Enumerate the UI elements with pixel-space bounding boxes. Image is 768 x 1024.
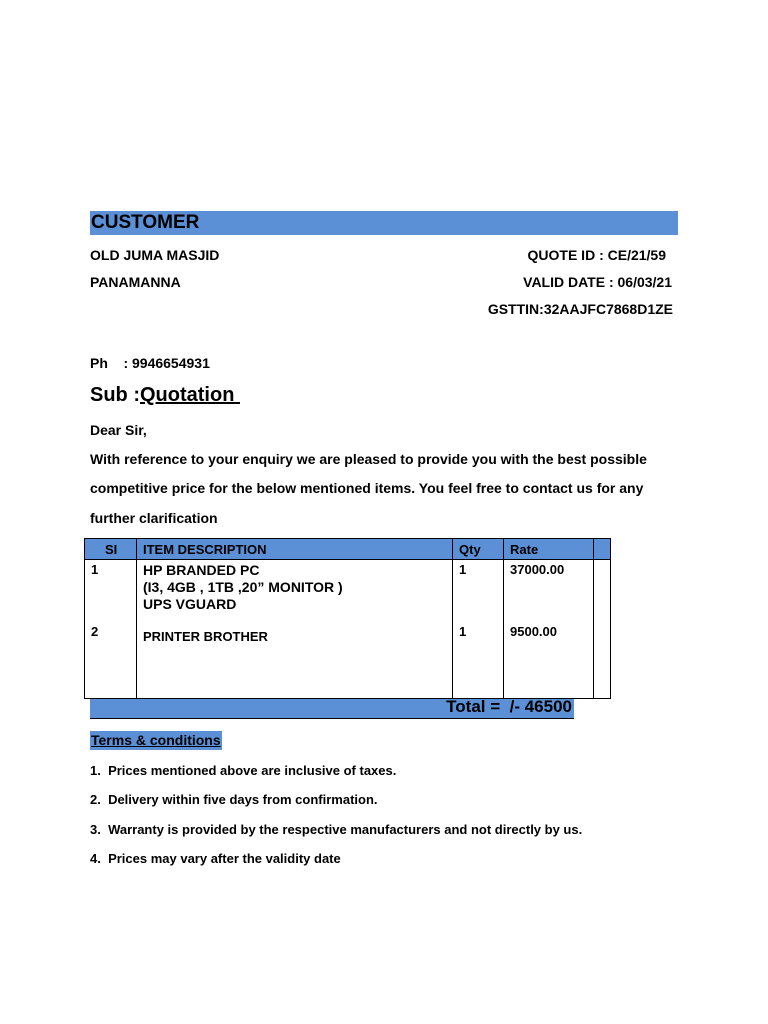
letter-line-2: competitive price for the below mentioned items. You feel free to contact us for any: [90, 480, 644, 496]
row-qty: 1: [453, 560, 504, 624]
gsttin: GSTTIN:32AAJFC7868D1ZE: [487, 301, 673, 317]
header-blank: [594, 539, 611, 560]
letter-line-1: With reference to your enquiry we are pleased to provide you with the best possible: [90, 451, 647, 467]
term-item: 2. Delivery within five days from confirmation.: [90, 792, 378, 807]
row-description: [137, 624, 453, 699]
header-si: SI: [85, 539, 137, 560]
row-description: [137, 560, 453, 624]
row-qty: 1: [453, 624, 504, 699]
address-line-2: PANAMANNA: [90, 274, 181, 290]
greeting: Dear Sir,: [90, 422, 147, 438]
quote-id: QUOTE ID : CE/21/59: [527, 247, 666, 263]
description-line: UPS VGUARD: [143, 596, 237, 612]
term-item: 4. Prices may vary after the validity date: [90, 851, 341, 866]
row-blank: [594, 624, 611, 699]
table-row: [85, 560, 611, 624]
address-line-1: OLD JUMA MASJID: [90, 247, 220, 263]
phone-number: Ph : 9946654931: [90, 355, 210, 371]
header-item-description: ITEM DESCRIPTION: [137, 539, 453, 560]
description-line: HP BRANDED PC: [143, 562, 260, 578]
header-rate: Rate: [504, 539, 594, 560]
row-rate: 9500.00: [504, 624, 594, 699]
header-qty: Qty: [453, 539, 504, 560]
table-row: [85, 624, 611, 699]
row-rate: 37000.00: [504, 560, 594, 624]
table-header-row: [85, 539, 611, 560]
row-si: 1: [85, 560, 137, 624]
term-item: 1. Prices mentioned above are inclusive of taxes.: [90, 763, 397, 778]
valid-date: VALID DATE : 06/03/21: [523, 274, 672, 290]
description-line: PRINTER BROTHER: [143, 628, 268, 644]
terms-heading: Terms & conditions: [91, 732, 221, 748]
subject-value: Quotation: [140, 384, 240, 406]
items-table: [84, 538, 611, 699]
total-amount: Total = /- 46500: [446, 697, 572, 716]
subject-prefix: Sub :: [90, 384, 140, 406]
description-line: (I3, 4GB , 1TB ,20” MONITOR ): [143, 579, 343, 595]
letter-line-3: further clarification: [90, 510, 218, 526]
row-si: 2: [85, 624, 137, 699]
total-bar: [90, 699, 574, 719]
customer-heading: CUSTOMER: [90, 211, 678, 235]
subject-line: [90, 384, 240, 407]
term-item: 3. Warranty is provided by the respective manufacturers and not directly by us.: [90, 822, 583, 837]
row-blank: [594, 560, 611, 624]
